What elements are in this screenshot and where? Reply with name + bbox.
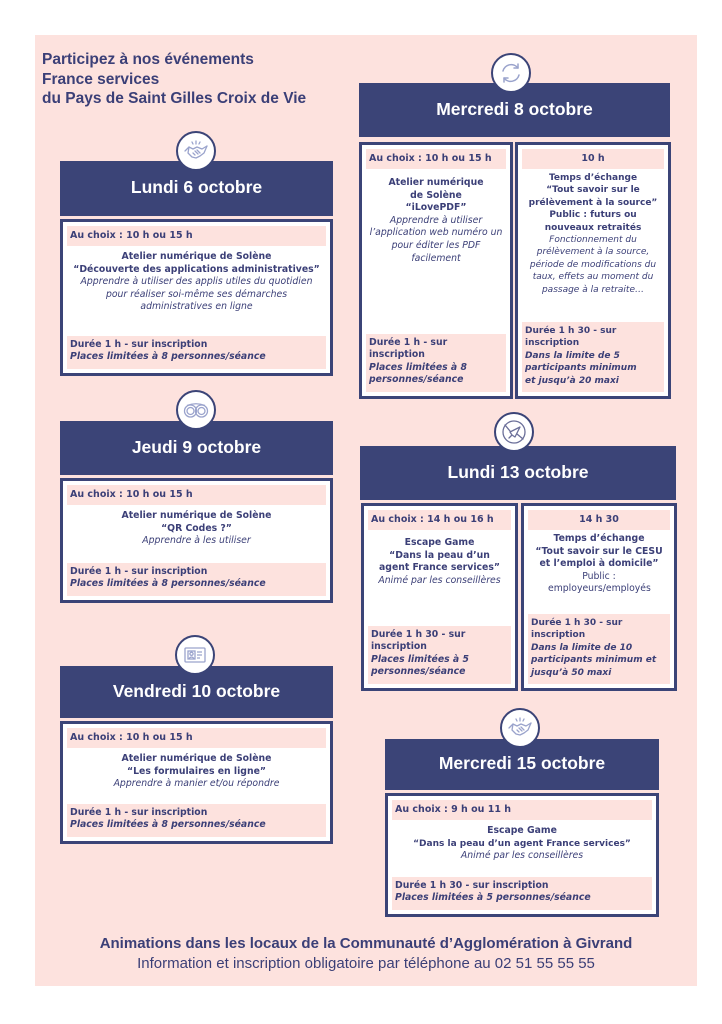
handshake-icon xyxy=(176,131,216,171)
footer-contact: Information et inscription obligatoire par téléphone au 02 51 55 55 55 xyxy=(137,955,595,972)
event-title: “Découverte des applications administratives” xyxy=(73,263,320,275)
event-card-mercredi-8-atelier xyxy=(359,142,513,399)
event-description: Animé par les conseillères xyxy=(460,850,584,862)
title-line-2: France services xyxy=(42,70,160,88)
event-content xyxy=(67,748,326,804)
event-card-lundi-13-echange xyxy=(521,503,677,691)
title-line-3: du Pays de Saint Gilles Croix de Vie xyxy=(42,90,307,107)
event-footer xyxy=(522,322,664,392)
event-type: Atelier numérique de Solène xyxy=(388,177,484,201)
event-card-lundi-13-escape xyxy=(361,503,518,691)
event-type: Atelier numérique de Solène xyxy=(121,510,272,521)
event-description: Animé par les conseillères xyxy=(378,574,501,586)
event-content xyxy=(522,169,664,322)
event-audience: Public : employeurs/employés xyxy=(548,570,651,595)
day-header-lundi-13 xyxy=(360,446,676,500)
event-time: 14 h 30 xyxy=(528,510,670,530)
event-description: Apprendre à les utiliser xyxy=(142,535,251,547)
day-title: Mercredi 8 octobre xyxy=(436,98,593,119)
handshake-icon xyxy=(500,708,540,748)
event-footer xyxy=(67,336,326,369)
day-title: Jeudi 9 octobre xyxy=(131,436,262,457)
event-duration: Durée 1 h 30 - sur inscription xyxy=(371,628,466,653)
event-time: 10 h xyxy=(522,149,664,169)
event-card-vendredi-10 xyxy=(60,721,333,844)
event-content xyxy=(392,820,652,877)
event-audience: Public : futurs ou nouveaux retraités xyxy=(544,210,642,233)
id-card-icon xyxy=(175,635,215,675)
event-card-mercredi-8-echange xyxy=(515,142,671,399)
event-type: Escape Game xyxy=(487,825,557,836)
event-time: Au choix : 10 h ou 15 h xyxy=(67,485,326,505)
event-title: “Tout savoir sur le prélèvement à la source” xyxy=(528,185,658,208)
event-title: “Dans la peau d’un agent France services” xyxy=(413,838,631,849)
event-places: Places limitées à 8 personnes/séance xyxy=(369,361,467,386)
refresh-icon xyxy=(491,53,531,93)
event-content xyxy=(368,530,511,626)
event-places: Places limitées à 8 personnes/séance xyxy=(70,351,266,363)
day-title: Lundi 6 octobre xyxy=(130,177,263,197)
event-type: Temps d’échange xyxy=(553,533,645,544)
event-type: Escape Game xyxy=(404,537,475,548)
binoculars-icon xyxy=(176,390,216,430)
event-content xyxy=(528,530,670,614)
event-time: Au choix : 10 h ou 15 h xyxy=(67,728,326,748)
event-title: “Les formulaires en ligne” xyxy=(127,765,266,777)
event-description: Fonctionnement du prélèvement à la source, période de modifications du taux, effets au moment du passage à la retraite… xyxy=(529,235,657,295)
event-type: Temps d’échange xyxy=(548,173,638,183)
event-duration: Durée 1 h - sur inscription xyxy=(70,565,208,577)
event-title: “iLovePDF” xyxy=(405,202,467,214)
event-time: Au choix : 10 h ou 15 h xyxy=(67,226,326,246)
event-time: Au choix : 9 h ou 11 h xyxy=(392,800,652,820)
event-footer xyxy=(67,563,326,596)
event-description: Apprendre à utiliser l’application web numéro un pour éditer les PDF facilement xyxy=(369,214,503,264)
event-footer xyxy=(366,334,506,392)
event-places: Places limitées à 5 personnes/séance xyxy=(371,653,469,678)
event-duration: Durée 1 h - sur inscription xyxy=(70,806,208,818)
event-type: Atelier numérique de Solène xyxy=(121,251,272,262)
footer-location: Animations dans les locaux de la Communauté d’Agglomération à Givrand xyxy=(99,935,633,952)
event-places: Dans la limite de 5 participants minimum et jusqu’à 20 maxi xyxy=(525,350,637,386)
event-duration: Durée 1 h - sur inscription xyxy=(70,338,208,350)
event-footer xyxy=(67,804,326,837)
day-title: Lundi 13 octobre xyxy=(447,461,589,482)
event-title: “Tout savoir sur le CESU et l’emploi à domicile” xyxy=(535,545,663,570)
event-title: “Dans la peau d’un agent France services” xyxy=(379,549,500,574)
event-description: Apprendre à utiliser des applis utiles du quotidien pour réaliser soi-même ses démarches administratives en ligne xyxy=(80,276,313,313)
compass-icon xyxy=(494,412,534,452)
event-content xyxy=(67,246,326,336)
event-duration: Durée 1 h 30 - sur inscription xyxy=(531,617,623,641)
event-footer xyxy=(392,877,652,910)
event-footer xyxy=(368,626,511,684)
event-places: Dans la limite de 10 participants minimum et jusqu’à 50 maxi xyxy=(531,642,657,678)
day-title: Vendredi 10 octobre xyxy=(112,680,281,701)
day-title: Mercredi 15 octobre xyxy=(438,753,606,773)
event-footer xyxy=(528,614,670,684)
event-places: Places limitées à 8 personnes/séance xyxy=(70,578,266,590)
event-description: Apprendre à manier et/ou répondre xyxy=(113,778,280,790)
event-card-lundi-6 xyxy=(60,219,333,376)
event-content xyxy=(67,505,326,563)
event-duration: Durée 1 h 30 - sur inscription xyxy=(525,325,617,349)
event-time: Au choix : 10 h ou 15 h xyxy=(366,149,506,169)
event-content xyxy=(366,169,506,334)
event-title: “QR Codes ?” xyxy=(161,522,232,534)
event-card-mercredi-15 xyxy=(385,793,659,917)
event-type: Atelier numérique de Solène xyxy=(121,753,272,764)
title-line-1: Participez à nos événements xyxy=(42,51,254,68)
page-title xyxy=(42,50,306,109)
event-time: Au choix : 14 h ou 16 h xyxy=(368,510,511,530)
event-duration: Durée 1 h - sur inscription xyxy=(369,336,448,361)
event-places: Places limitées à 5 personnes/séance xyxy=(395,892,591,904)
event-places: Places limitées à 8 personnes/séance xyxy=(70,819,266,831)
event-duration: Durée 1 h 30 - sur inscription xyxy=(395,879,549,891)
event-card-jeudi-9 xyxy=(60,478,333,603)
